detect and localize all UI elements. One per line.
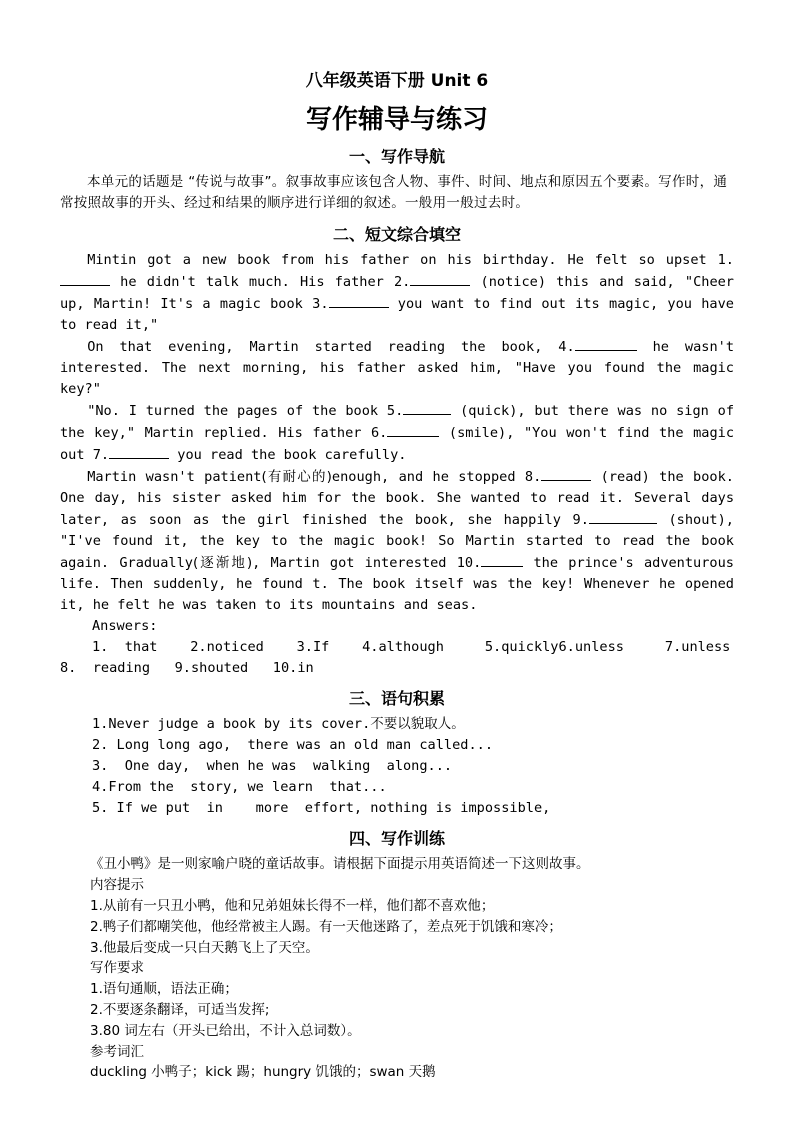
answers-label: Answers: xyxy=(92,618,158,634)
cloze-text: (smile), "You won't find the magic out 7. xyxy=(60,425,734,463)
cloze-text: (read) the book. One day, his sister asked him for the book. She wanted to read it. Several days later, as soon as the girl finished the book, she happily 9. xyxy=(60,469,734,528)
content-hint-item: 3.他最后变成一只白天鹅飞上了天空。 xyxy=(90,939,319,956)
vocabulary-label: 参考词汇 xyxy=(90,1043,144,1060)
cloze-text: Martin wasn't patient xyxy=(87,469,262,485)
page-title: 八年级英语下册 Unit 6 xyxy=(305,71,489,91)
writing-guide-text: 本单元的话题是 “传说与故事”。叙事故事应该包含人物、事件、时间、地点和原因五个要素。写作时，通常按照故事的开头、经过和结果的顺序进行详细的叙述。一般用一般过去时。 xyxy=(60,174,728,211)
cloze-paragraph-3 xyxy=(60,400,734,466)
requirement-item: 2.不要逐条翻译，可适当发挥; xyxy=(90,1001,270,1018)
sentence-zh: 不要以貌取人。 xyxy=(370,716,465,733)
cloze-paragraph-1 xyxy=(60,250,734,336)
answers-line-1: 1. that 2.noticed 3.If 4.although 5.quickly6.unless 7.unless xyxy=(92,638,731,655)
answers-line-2: 8. reading 9.shouted 10.in xyxy=(60,659,314,676)
cloze-text: "No. I turned the pages of the book 5. xyxy=(87,403,404,419)
cloze-text: , Martin got interested 10. xyxy=(252,555,482,571)
content-hint-item: 2.鸭子们都嘲笑他，他经常被主人踢。有一天他迷路了，差点死于饥饿和寒冷； xyxy=(90,918,562,935)
sentence-item xyxy=(60,756,734,777)
cloze-text: enough, and he stopped 8. xyxy=(331,469,542,485)
cloze-text: the prince's adventurous life. Then suddenly, he found t. The book itself was the key! Whenever he opened it, he felt he was taken to its mountains and seas. xyxy=(60,555,734,613)
content-hints-label: 内容提示 xyxy=(90,877,144,894)
cloze-paragraph-4 xyxy=(60,466,734,616)
requirements-label: 写作要求 xyxy=(90,960,144,977)
sentence-en: 1.Never judge a book by its cover. xyxy=(92,716,371,733)
requirement-item: 3.80 词左右（开头已给出，不计入总词数）。 xyxy=(90,1022,361,1039)
answer-blank-4[interactable] xyxy=(575,336,637,351)
cloze-text: he wasn't interested. The next morning, his father asked him, "Have you found the magic key?" xyxy=(60,339,735,397)
sentence-en: 5. If we put in more effort, nothing is impossible, xyxy=(92,799,551,816)
sentence-item xyxy=(60,735,734,756)
cloze-paragraph-2 xyxy=(60,336,734,400)
content-hint-item: 1.从前有一只丑小鸭，他和兄弟姐妹长得不一样，他们都不喜欢他； xyxy=(90,897,495,914)
answer-blank-5[interactable] xyxy=(403,400,451,415)
requirement-item: 1.语句通顺，语法正确； xyxy=(90,981,238,998)
section-heading-cloze: 二、短文综合填空 xyxy=(332,225,461,244)
cloze-text: he didn't talk much. His father 2. xyxy=(110,274,411,290)
answer-blank-3[interactable] xyxy=(329,293,389,308)
task-description: 《丑小鸭》是一则家喻户晓的童话故事。请根据下面提示用英语简述一下这则故事。 xyxy=(90,856,590,873)
gloss-gradually: (逐渐地) xyxy=(192,555,253,571)
answer-blank-7[interactable] xyxy=(109,444,169,459)
cloze-text: you read the book carefully. xyxy=(169,447,407,463)
cloze-text: (notice) this and said, "Cheer up, Martin! It's a magic book 3. xyxy=(60,274,734,312)
vocabulary-list: duckling 小鸭子；kick 踢；hungry 饥饿的；swan 天鹅 xyxy=(90,1064,436,1081)
sentence-item xyxy=(60,798,734,819)
answer-blank-10[interactable] xyxy=(481,552,523,567)
answer-blank-8[interactable] xyxy=(541,466,591,481)
page-subtitle: 写作辅导与练习 xyxy=(305,105,488,135)
section-heading-writing-practice: 四、写作训练 xyxy=(348,829,445,849)
cloze-text: (shout), "I've found it, the key to the magic book! So Martin started to read the book again. Gradually xyxy=(60,512,734,571)
sentence-en: 4.From the story, we learn that... xyxy=(92,778,387,795)
sentence-item xyxy=(60,714,734,735)
cloze-text: you want to find out its magic, you have to read it," xyxy=(60,296,734,333)
cloze-text: Mintin got a new book from his father on his birthday. He felt so upset 1. xyxy=(87,252,734,268)
sentence-en: 3. One day, when he was walking along... xyxy=(92,757,453,774)
section-heading-writing-guide: 一、写作导航 xyxy=(348,147,445,166)
sentence-item xyxy=(60,777,734,798)
cloze-text: On that evening, Martin started reading the book, 4. xyxy=(87,339,575,355)
sentence-en: 2. Long long ago, there was an old man called... xyxy=(92,737,494,754)
answer-blank-1[interactable] xyxy=(60,271,110,286)
answer-blank-6[interactable] xyxy=(387,422,439,437)
answer-blank-2[interactable] xyxy=(410,271,470,286)
gloss-patient: (有耐心的) xyxy=(261,469,332,485)
cloze-text: (quick), but there was no sign of the key," Martin replied. His father 6. xyxy=(60,403,734,441)
worksheet-page xyxy=(60,66,734,1083)
section-heading-sentences: 三、语句积累 xyxy=(348,689,445,709)
answer-blank-9[interactable] xyxy=(589,509,657,524)
